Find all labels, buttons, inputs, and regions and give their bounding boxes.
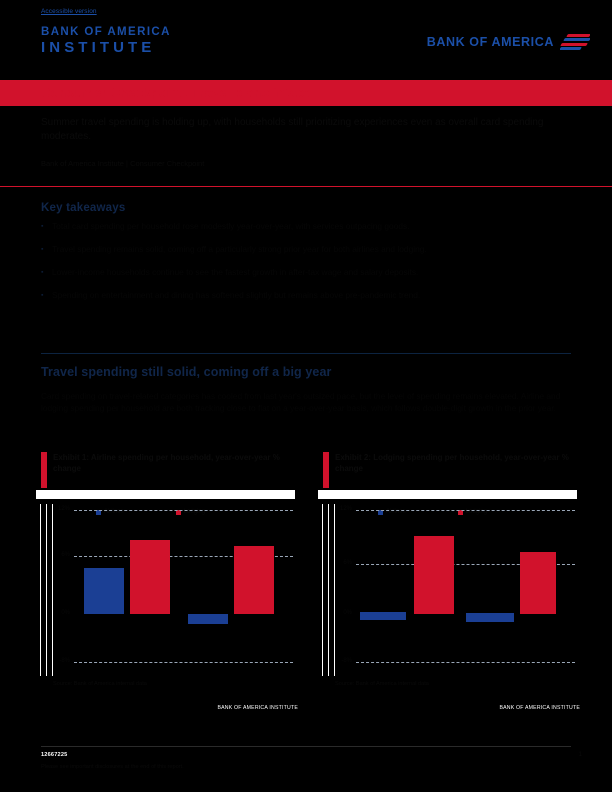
gridline: [356, 662, 575, 663]
flagscape-icon: [560, 33, 590, 50]
list-item: ▪ Spending on entertainment and dining has softened slightly but remains above pre-pandemic trend.: [41, 290, 571, 302]
institute-logo: [41, 26, 171, 56]
legend-label: Lodging: [183, 509, 206, 515]
page-title: Consumer Checkpoint: Travel plans intact: [41, 85, 310, 100]
key-takeaways-title: Key takeaways: [41, 202, 126, 214]
gridline: [74, 510, 293, 511]
y-tick-label: 6%: [61, 552, 70, 558]
bar-2025-pos: [520, 552, 556, 614]
section-paragraph: Card spending on travel-related categories has cooled from last year's outsized pace, but the level of spending remains elevated. Airline and lodging spending per household are both tracking close to flat on a year-over-year basis, which follows double-digit growth in the prior year.: [41, 391, 561, 413]
chart-plot-area-2: [318, 504, 577, 676]
bar-2024: [414, 536, 454, 614]
bar-2025-pos: [234, 546, 274, 614]
divider-blue: [41, 353, 571, 354]
footer-disclosure: Please see important disclosures at the end of this report.: [41, 764, 184, 770]
chart-axis-line: [334, 504, 335, 676]
bar-2023: [360, 612, 406, 620]
y-tick-label: 0%: [343, 610, 352, 616]
y-tick-label: -8%: [59, 658, 70, 664]
chart-axis-line: [52, 504, 53, 676]
exhibit-header-rule: [318, 490, 577, 499]
chart-axis-line: [40, 504, 41, 676]
chart-plot-area-1: [36, 504, 295, 676]
bar-2024: [130, 540, 170, 614]
legend-label: Airlines: [386, 509, 406, 515]
exhibit-2: [318, 452, 582, 724]
exhibit-title: Exhibit 2: Lodging spending per household, year-over-year % change: [335, 453, 569, 473]
y-tick-label: -8%: [341, 658, 352, 664]
gridline: [74, 662, 293, 663]
chart-axis-line: [328, 504, 329, 676]
chart-source: Source: Bank of America internal data: [335, 681, 429, 687]
legend-label: Airlines: [104, 509, 124, 515]
footer-divider: [41, 746, 571, 747]
page-number: 1: [578, 752, 582, 758]
bar-2025-neg: [466, 613, 514, 622]
list-item: ▪ Lower-income households continue to see the fastest growth in after-tax wage and salary deposits.: [41, 267, 571, 279]
chart-brand-label: BANK OF AMERICA INSTITUTE: [499, 705, 580, 711]
institute-logo-line2: INSTITUTE: [41, 39, 156, 56]
divider-red: [0, 186, 612, 187]
accessible-version-link[interactable]: Accessible version: [41, 8, 97, 15]
y-tick-label: 0%: [61, 610, 70, 616]
zero-line: [74, 614, 293, 615]
list-item: ▪ Travel spending remains solid, coming off a particularly strong prior year for both airlines and lodging.: [41, 244, 571, 256]
bank-of-america-logo: [427, 33, 590, 50]
y-tick-label: 6%: [343, 560, 352, 566]
exhibit-accent-bar: [323, 452, 329, 488]
institute-logo-line1: BANK OF AMERICA: [41, 26, 171, 38]
exhibit-header-rule: [36, 490, 295, 499]
exhibit-title: Exhibit 1: Airline spending per household, year-over-year % change: [53, 453, 280, 473]
bar-2023: [84, 568, 124, 614]
chart-brand-label: BANK OF AMERICA INSTITUTE: [217, 705, 298, 711]
byline-text: Bank of America Institute | Consumer Checkpoint: [41, 159, 205, 168]
list-item: ▪ Total card spending per household rose modestly year-over-year, with services outpacing goods.: [41, 221, 571, 233]
section-heading: Travel spending still solid, coming off a big year: [41, 365, 332, 379]
legend-label: Lodging: [465, 509, 488, 515]
chart-axis-line: [46, 504, 47, 676]
exhibit-accent-bar: [41, 452, 47, 488]
chart-axis-line: [322, 504, 323, 676]
document-code: 12667225: [41, 752, 68, 758]
y-tick-label: 12%: [57, 506, 70, 512]
exhibit-1: [36, 452, 300, 724]
chart-source: Source: Bank of America internal data: [53, 681, 147, 687]
subtitle-text: Summer travel spending is holding up, with households still prioritizing experiences even as overall card spending moderates.: [41, 117, 544, 142]
bar-2025-neg: [188, 614, 228, 624]
key-takeaways-list: [41, 221, 571, 313]
y-tick-label: 12%: [339, 506, 352, 512]
gridline: [356, 510, 575, 511]
bank-of-america-wordmark: BANK OF AMERICA: [426, 34, 554, 49]
